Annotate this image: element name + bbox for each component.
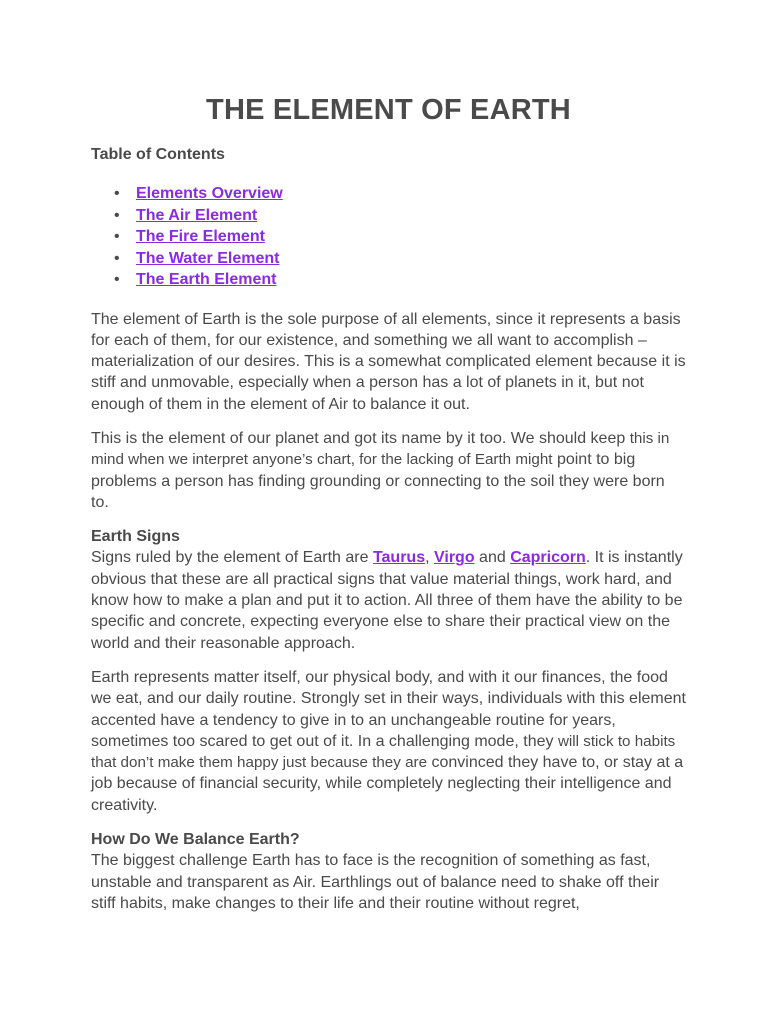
- document-title: THE ELEMENT OF EARTH: [206, 94, 571, 126]
- toc-item: [91, 183, 686, 205]
- capricorn-link[interactable]: Capricorn: [510, 549, 586, 567]
- earth-signs-text: . It is instantly obvious that these are all practical signs that value material things, work hard, and know how to make a plan and put it to action. All three of them have the ability to be specific and concrete, expecting everyone else to share their practical view on the world and their reasonable approach.: [91, 549, 683, 652]
- planet-paragraph: [91, 428, 686, 513]
- toc-item: [91, 269, 686, 291]
- earth-signs-heading: Earth Signs: [91, 528, 180, 546]
- matter-paragraph-text: Earth represents matter itself, our physical body, and with it our finances, the food we eat, and our daily routine. Strongly set in their ways, individuals with this element accented have a tendency to give in to an unchangeable routine for years, sometimes too scared to get out of it. In a challenging mode, they: [91, 668, 686, 750]
- bullet-icon: •: [114, 228, 120, 245]
- toc-link-elements-overview[interactable]: Elements Overview: [136, 185, 283, 202]
- toc-link-earth-element[interactable]: The Earth Element: [136, 271, 277, 288]
- table-of-contents: [91, 183, 686, 291]
- planet-paragraph-text: This is the element of our planet and got its name by it too. We should keep: [91, 429, 630, 447]
- bullet-icon: •: [114, 271, 120, 288]
- bullet-icon: •: [114, 249, 120, 267]
- toc-item: [91, 205, 686, 227]
- bullet-icon: •: [114, 185, 120, 202]
- toc-link-fire-element[interactable]: The Fire Element: [136, 228, 265, 245]
- toc-item: [91, 226, 686, 248]
- matter-paragraph-text: will stick to habits that don’t make them happy just because they are: [91, 732, 676, 772]
- earth-signs-paragraph: [91, 547, 686, 653]
- document-page: [91, 88, 686, 914]
- matter-paragraph: [91, 667, 686, 816]
- toc-heading: Table of Contents: [91, 146, 225, 163]
- separator-text: and: [474, 549, 511, 567]
- matter-paragraph-text: convinced they have to, or stay at a job because of financial security, while completely neglecting their intelligence and creativity.: [91, 754, 684, 814]
- toc-link-water-element[interactable]: The Water Element: [136, 249, 280, 267]
- planet-paragraph-text: this in mind when we interpret anyone’s chart, for the lacking of Earth might: [91, 429, 670, 469]
- toc-link-air-element[interactable]: The Air Element: [136, 206, 258, 224]
- intro-paragraph: The element of Earth is the sole purpose of all elements, since it represents a basis for each of them, for our existence, and something we all want to accomplish – materialization of our desires. This is a somewhat complicated element because it is stiff and unmovable, especially when a person has a lot of planets in it, but not enough of them in the element of Air to balance it out.: [91, 310, 686, 413]
- balance-heading: How Do We Balance Earth?: [91, 831, 300, 849]
- taurus-link[interactable]: Taurus: [372, 549, 426, 567]
- planet-paragraph-text: point to big problems a person has finding grounding or connecting to the soil they were born to.: [91, 451, 665, 511]
- virgo-link[interactable]: Virgo: [433, 549, 475, 567]
- balance-paragraph: The biggest challenge Earth has to face is the recognition of something as fast, unstable and transparent as Air. Earthlings out of balance need to shake off their stiff habits, make changes to their life and their routine without regret,: [91, 852, 660, 912]
- bullet-icon: •: [114, 206, 120, 224]
- earth-signs-text: Signs ruled by the element of Earth are: [91, 549, 373, 567]
- separator-text: ,: [425, 549, 434, 567]
- toc-item: [91, 248, 686, 270]
